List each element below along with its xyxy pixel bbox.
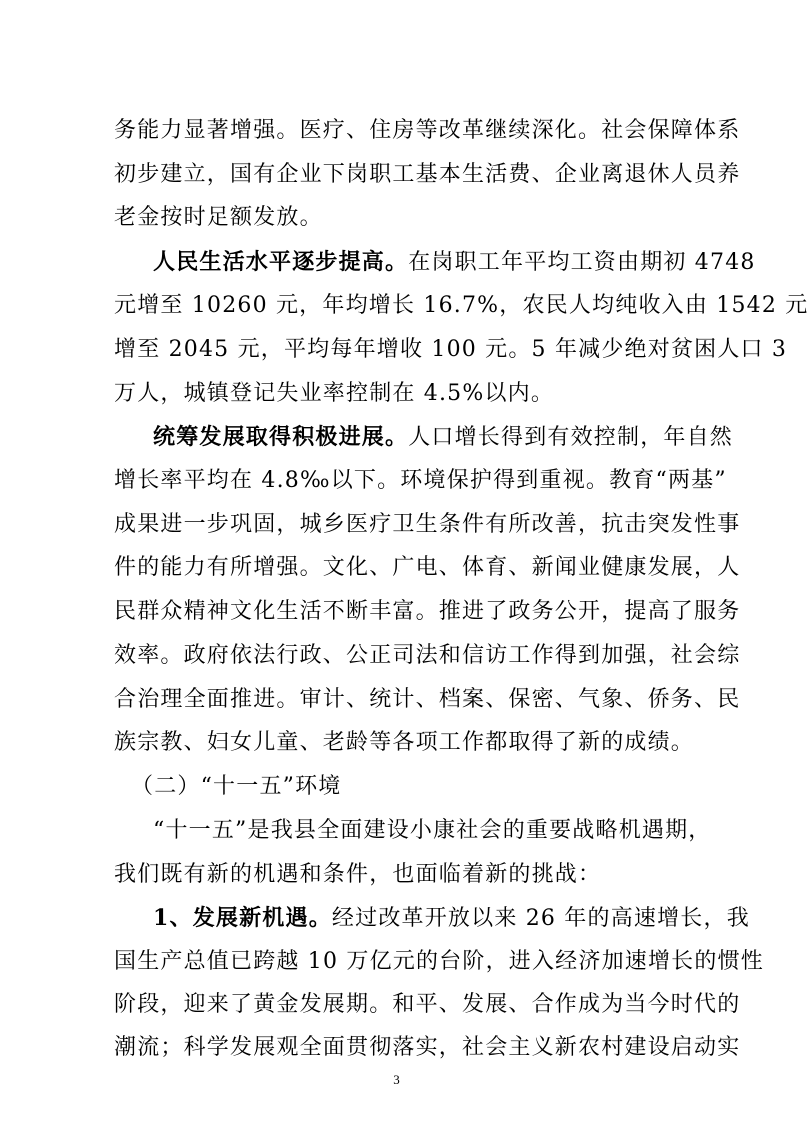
paragraph-line: 成果进一步巩固，城乡医疗卫生条件有所改善，抗击突发性事	[114, 512, 741, 537]
paragraph-line: 潮流；科学发展观全面贯彻落实，社会主义新农村建设启动实	[114, 1035, 741, 1060]
paragraph-line: 民群众精神文化生活不断丰富。推进了政务公开，提高了服务	[114, 599, 741, 624]
paragraph-first-line	[153, 903, 750, 934]
paragraph-line: 我们既有新的机遇和条件，也面临着新的挑战：	[114, 862, 602, 887]
paragraph-line: 效率。政府依法行政、公正司法和信访工作得到加强，社会综	[114, 643, 741, 668]
paragraph-line: 增长率平均在 4.8‰以下。环境保护得到重视。教育“两基”	[114, 468, 727, 493]
paragraph-first-line	[153, 422, 734, 453]
paragraph-lead-heading: 人民生活水平逐步提高。	[153, 249, 409, 275]
paragraph-line: 件的能力有所增强。文化、广电、体育、新闻业健康发展，人	[114, 555, 741, 580]
paragraph-text: 在岗职工年平均工资由期初 4748	[408, 250, 756, 275]
paragraph-first-line	[153, 247, 756, 278]
paragraph-text: 人口增长得到有效控制，年自然	[408, 425, 734, 450]
paragraph-line: 国生产总值已跨越 10 万亿元的台阶，进入经济加速增长的惯性	[114, 949, 764, 974]
page-number: 3	[393, 1072, 400, 1087]
paragraph-line: 务能力显著增强。医疗、住房等改革继续深化。社会保障体系	[114, 118, 741, 143]
paragraph-line: 族宗教、妇女儿童、老龄等各项工作都取得了新的成绩。	[114, 730, 695, 755]
section-heading: （二）“十一五”环境	[131, 774, 342, 799]
paragraph-lead-heading: 统筹发展取得积极进展。	[153, 424, 409, 450]
paragraph-text: 经过改革开放以来 26 年的高速增长，我	[331, 906, 750, 931]
paragraph-lead-heading: 1、发展新机遇。	[153, 905, 332, 931]
paragraph-line: 万人，城镇登记失业率控制在 4.5%以内。	[114, 381, 555, 406]
paragraph-line: 增至 2045 元，平均每年增收 100 元。5 年减少绝对贫困人口 3	[114, 337, 788, 362]
paragraph-line: 合治理全面推进。审计、统计、档案、保密、气象、侨务、民	[114, 687, 741, 712]
paragraph-line: 元增至 10260 元，年均增长 16.7%，农民人均纯收入由 1542 元	[114, 293, 808, 318]
paragraph-first-line: “十一五”是我县全面建设小康社会的重要战略机遇期，	[153, 818, 712, 843]
paragraph-line: 老金按时足额发放。	[114, 205, 323, 230]
paragraph-line: 初步建立，国有企业下岗职工基本生活费、企业离退休人员养	[114, 162, 741, 187]
paragraph-line: 阶段，迎来了黄金发展期。和平、发展、合作成为当今时代的	[114, 992, 741, 1017]
